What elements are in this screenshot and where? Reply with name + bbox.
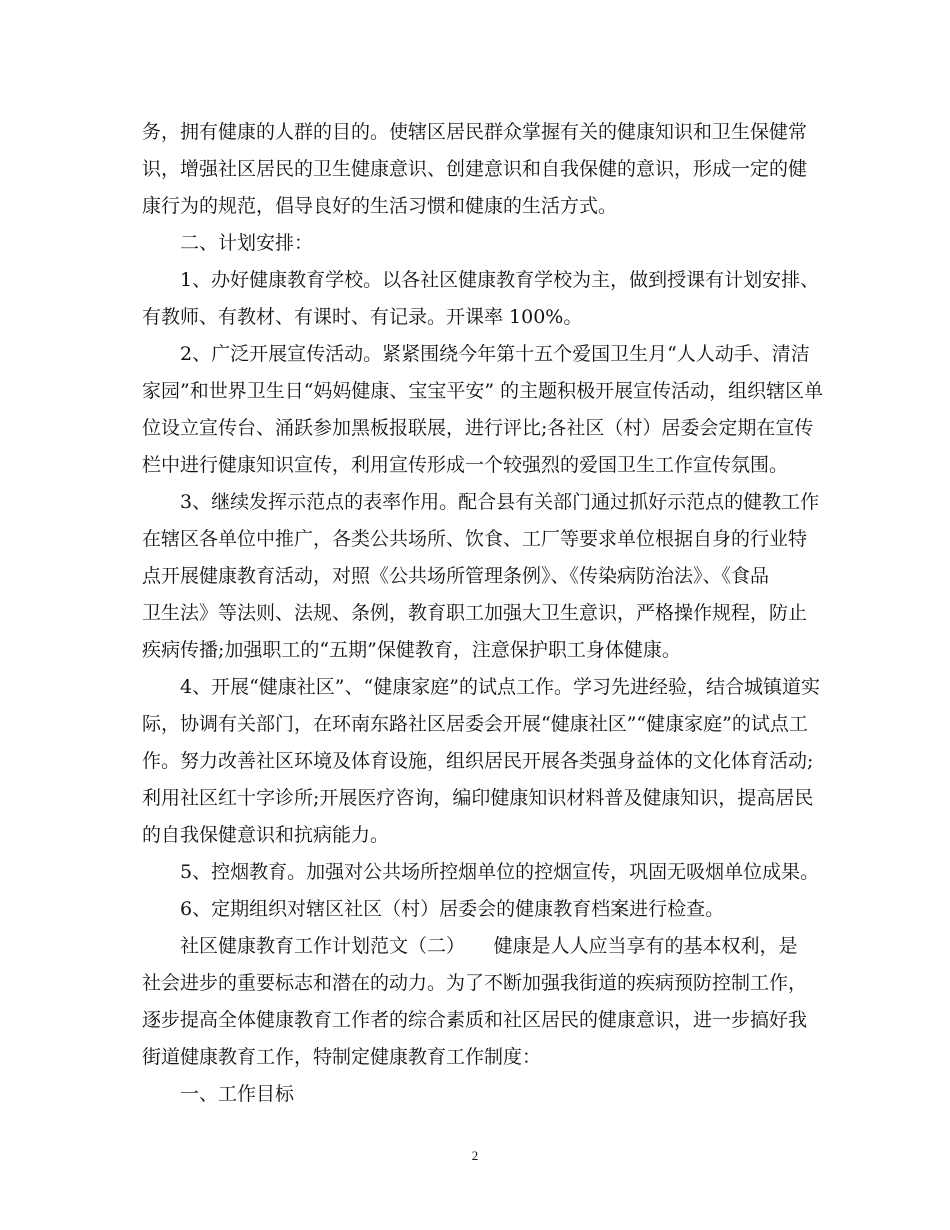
text-line: 卫生法》等法则、法规、条例，教育职工加强大卫生意识，严格操作规程，防止 [142,602,808,624]
text-line: 在辖区各单位中推广，各类公共场所、饮食、工厂等要求单位根据自身的行业特 [142,528,808,550]
text-line: 6、定期组织对辖区社区（村）居委会的健康教育档案进行检查。 [180,898,725,920]
paragraph-item-2 [142,336,824,484]
text-line: 1、办好健康教育学校。以各社区健康教育学校为主，做到授课有计划安排、 [180,269,820,291]
text-line: 的自我保健意识和抗病能力。 [142,824,390,846]
text-line: 4、开展“健康社区”、“健康家庭”的试点工作。学习先进经验，结合城镇道实 [180,676,820,698]
text-line: 二、计划安排： [180,232,314,254]
text-line: 位设立宣传台、涌跃参加黑板报联展，进行评比;各社区（村）居委会定期在宣传 [142,417,814,439]
text-line: 逐步提高全体健康教育工作者的综合素质和社区居民的健康意识，进一步搞好我 [142,1009,808,1031]
text-line: 识，增强社区居民的卫生健康意识、创建意识和自我保健的意识，形成一定的健 [142,158,808,180]
text-line: 街道健康教育工作，特制定健康教育工作制度： [142,1046,542,1068]
paragraph-item-3 [142,484,820,669]
paragraph-item-4 [142,669,820,854]
paragraph-sample-two [142,928,808,1076]
text-line: 利用社区红十字诊所;开展医疗咨询，编印健康知识材料普及健康知识，提高居民 [142,787,814,809]
text-line: 家园”和世界卫生日“妈妈健康、宝宝平安” 的主题积极开展宣传活动，组织辖区单 [142,380,824,402]
document-body [142,114,824,1113]
text-line: 点开展健康教育活动，对照《公共场所管理条例》、《传染病防治法》、《食品 [142,565,770,587]
text-line: 3、继续发挥示范点的表率作用。配合县有关部门通过抓好示范点的健教工作 [180,491,820,513]
text-line: 2、广泛开展宣传活动。紧紧围绕今年第十五个爱国卫生月“人人动手、清洁 [180,343,810,365]
page-number: 2 [471,1148,479,1163]
paragraph-continuation [142,114,808,225]
text-line: 5、控烟教育。加强对公共场所控烟单位的控烟宣传，巩固无吸烟单位成果。 [180,861,820,883]
text-line: 作。努力改善社区环境及体育设施，组织居民开展各类强身益体的文化体育活动; [142,750,814,772]
text-line: 疾病传播;加强职工的“五期”保健教育，注意保护职工身体健康。 [142,639,681,661]
section-heading-goals [142,1076,808,1113]
text-line: 社会进步的重要标志和潜在的动力。为了不断加强我街道的疾病预防控制工作， [142,972,808,994]
paragraph-item-5 [142,854,820,891]
text-line: 际，协调有关部门，在环南东路社区居委会开展“健康社区”“健康家庭”的试点工 [142,713,808,735]
paragraph-item-1 [142,262,820,336]
paragraph-item-6 [142,891,808,928]
text-line: 有教师、有教材、有课时、有记录。开课率 100%。 [142,306,583,328]
text-line: 社区健康教育工作计划范文（二） 健康是人人应当享有的基本权利，是 [180,935,798,957]
text-line: 务，拥有健康的人群的目的。使辖区居民群众掌握有关的健康知识和卫生保健常 [142,121,808,143]
text-line: 康行为的规范，倡导良好的生活习惯和健康的生活方式。 [142,195,618,217]
section-heading-plan [142,225,808,262]
text-line: 栏中进行健康知识宣传，利用宣传形成一个较强烈的爱国卫生工作宣传氛围。 [142,454,789,476]
text-line: 一、工作目标 [180,1083,295,1105]
